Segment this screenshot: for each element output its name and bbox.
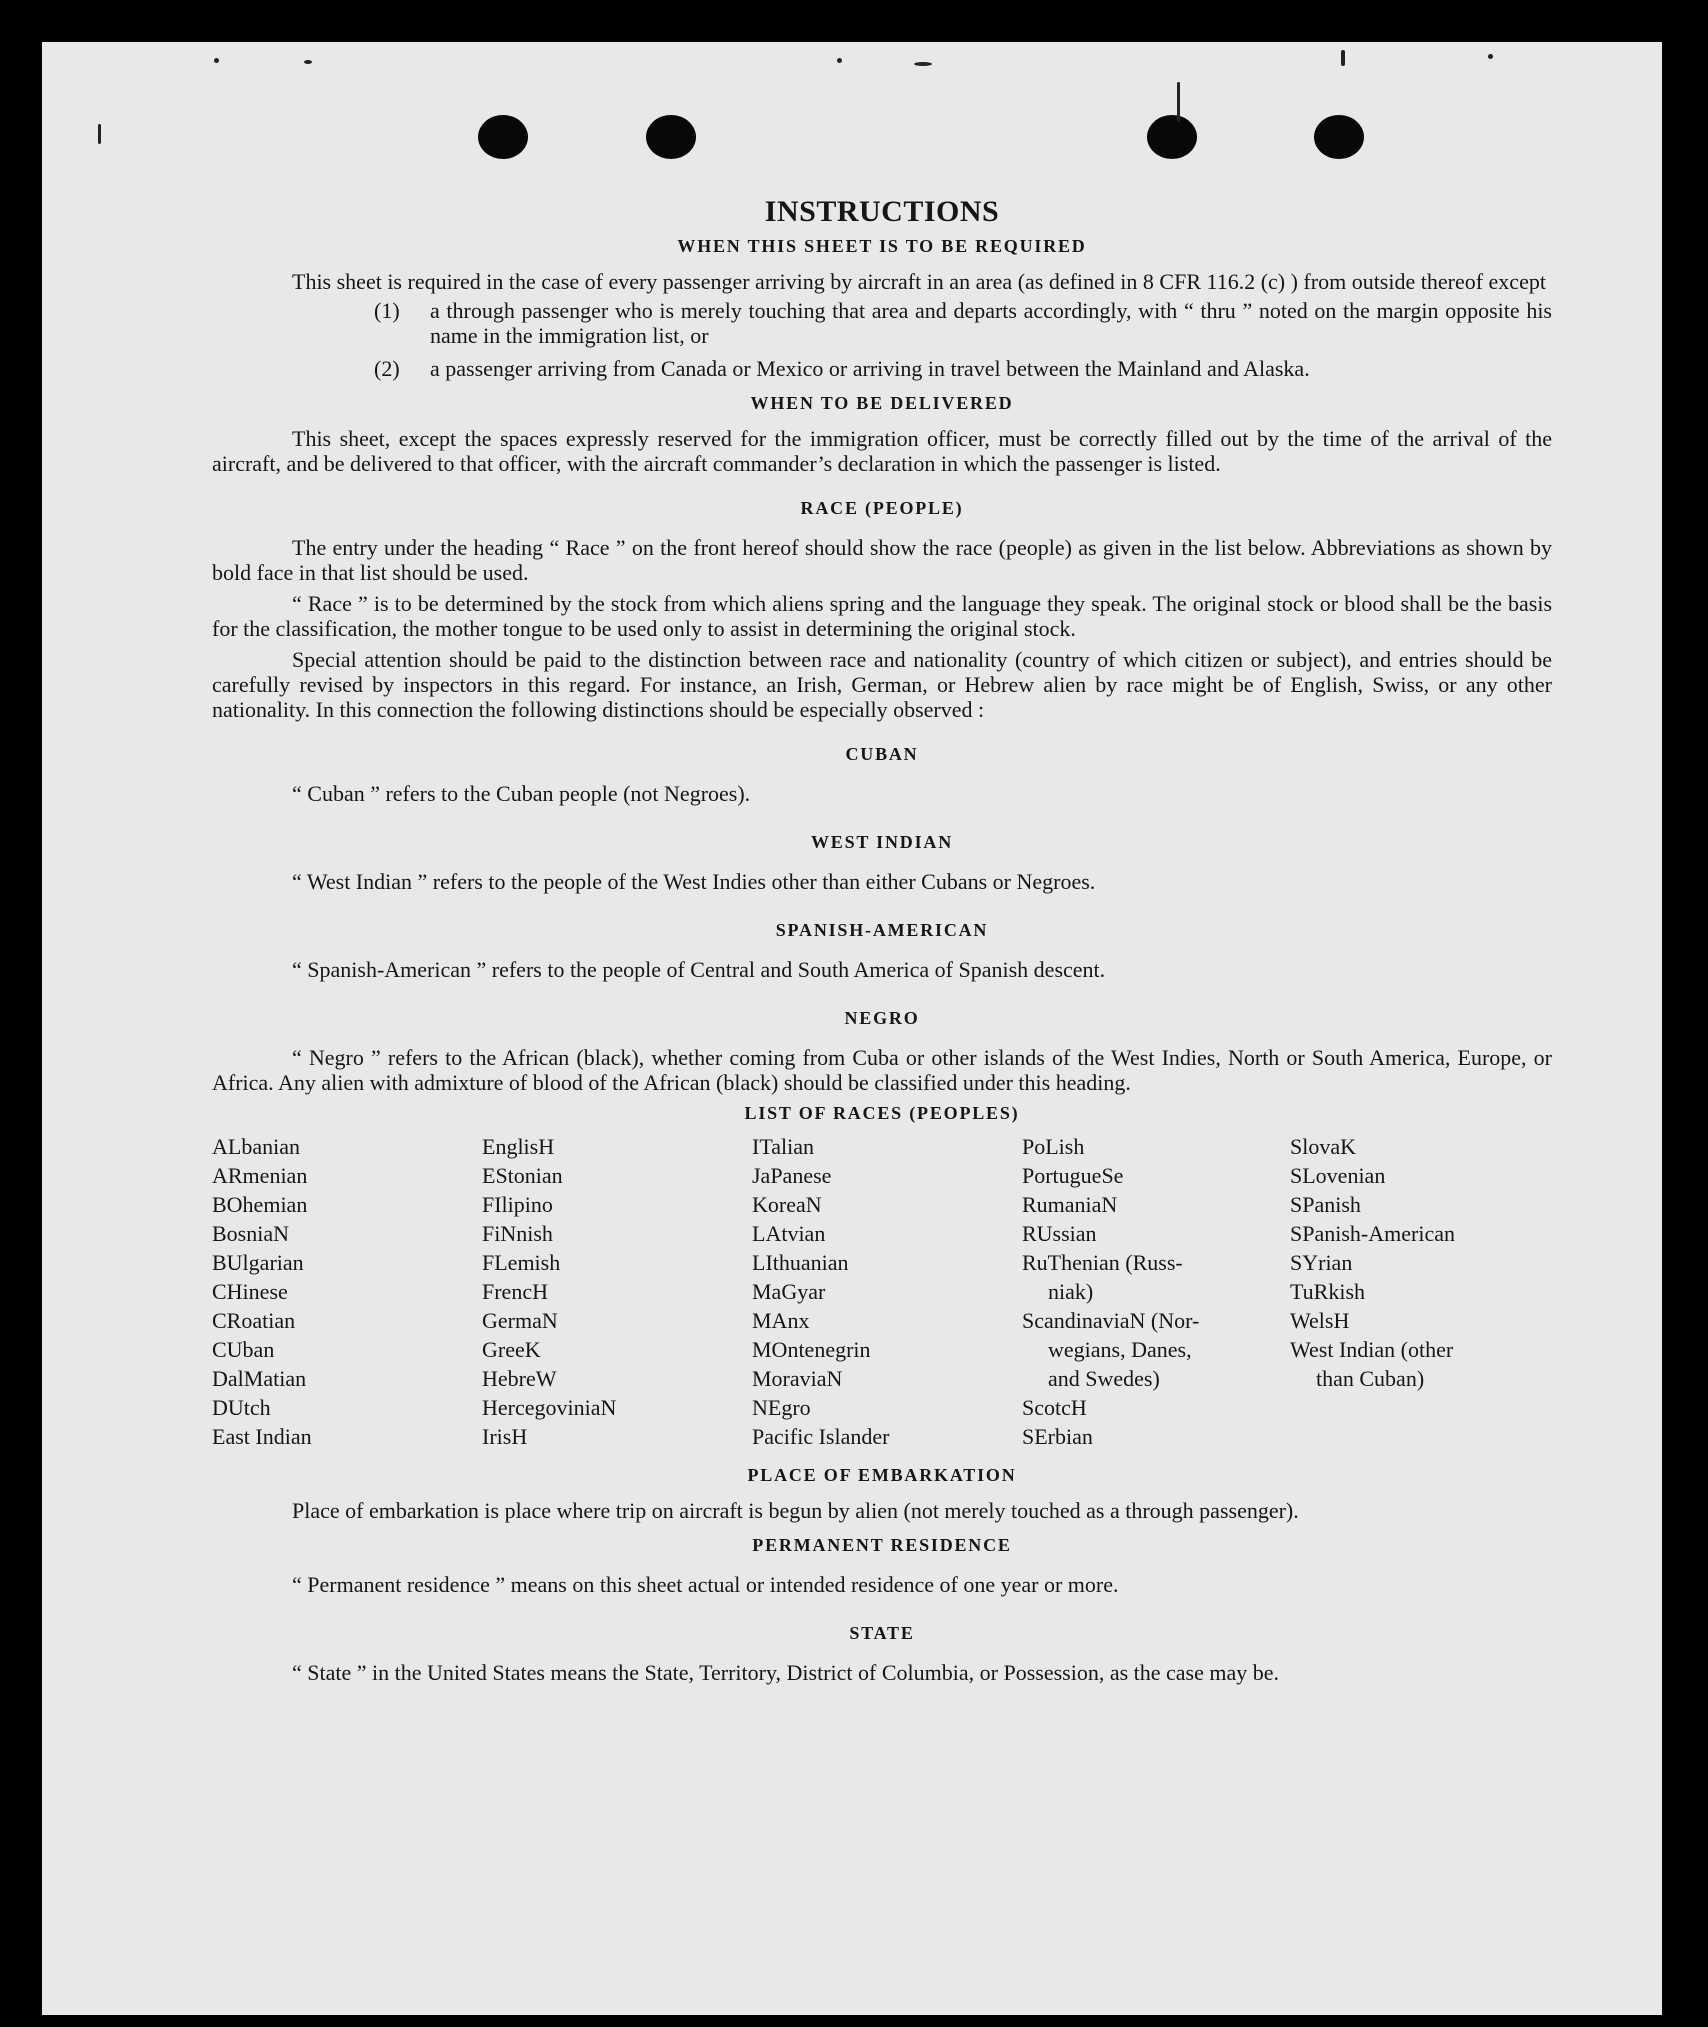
race-entry: JaPanese [752, 1163, 832, 1188]
race-entry: PortugueSe [1022, 1163, 1124, 1188]
paragraph-residence: “ Permanent residence ” means on this sheet actual or intended residence of one year or more. [292, 1572, 1119, 1597]
race-entry: CRoatian [212, 1308, 296, 1333]
list-item-number: (2) [374, 356, 400, 381]
race-entry: WelsH [1290, 1308, 1350, 1333]
paragraph-embarkation: Place of embarkation is place where trip on aircraft is begun by alien (not merely touched as a through passenger). [292, 1498, 1299, 1523]
document-page [42, 42, 1662, 2015]
paragraph-race-1: The entry under the heading “ Race ” on the front hereof should show the race (people) as given in the list below. Abbreviations as shown by bold face in that list should be used. [212, 535, 1552, 585]
section-heading-state: STATE [849, 1623, 915, 1643]
punch-hole [1314, 115, 1364, 159]
race-entry: KoreaN [752, 1192, 822, 1217]
race-entry: East Indian [212, 1424, 312, 1449]
race-entry: LIthuanian [752, 1250, 849, 1275]
section-heading-negro: NEGRO [844, 1008, 920, 1028]
race-entry: CHinese [212, 1279, 288, 1304]
race-entry: ScandinaviaN (Nor- [1022, 1308, 1200, 1333]
paragraph-state: “ State ” in the United States means the State, Territory, District of Columbia, or Possession, as the case may be. [292, 1660, 1280, 1685]
race-entry: DUtch [212, 1395, 271, 1420]
paragraph-spanish-american: “ Spanish-American ” refers to the people of Central and South America of Spanish descent. [292, 957, 1106, 982]
race-entry: MoraviaN [752, 1366, 843, 1391]
race-entry: SPanish-American [1290, 1221, 1455, 1246]
section-heading-race: RACE (PEOPLE) [800, 498, 964, 518]
race-entry: SYrian [1290, 1250, 1353, 1275]
race-entry: DalMatian [212, 1366, 307, 1391]
race-column [482, 1134, 752, 1453]
section-heading-required: WHEN THIS SHEET IS TO BE REQUIRED [677, 236, 1087, 256]
list-item-number: (1) [374, 298, 400, 323]
paragraph-race-2: “ Race ” is to be determined by the stock from which aliens spring and the language they speak. The original stock or blood shall be the basis for the classification, the mother tongue to be used only to assist in determining the original stock. [212, 591, 1552, 641]
race-entry: SlovaK [1290, 1134, 1356, 1159]
race-column [1290, 1134, 1552, 1453]
paragraph-delivered: This sheet, except the spaces expressly reserved for the immigration officer, must be correctly filled out by the time of the arrival of the aircraft, and be delivered to that officer, with the aircraft commander’s declaration in which the passenger is listed. [212, 426, 1552, 476]
race-entry: GermaN [482, 1308, 558, 1333]
race-entry: SLovenian [1290, 1163, 1386, 1188]
race-entry: BosniaN [212, 1221, 289, 1246]
speck [837, 58, 842, 63]
speck [1341, 50, 1345, 66]
race-entry: ScotcH [1022, 1395, 1087, 1420]
race-entry: RUssian [1022, 1221, 1097, 1246]
race-entry: MaGyar [752, 1279, 826, 1304]
race-entry: LAtvian [752, 1221, 826, 1246]
paragraph-west-indian: “ West Indian ” refers to the people of the West Indies other than either Cubans or Negroes. [292, 869, 1096, 894]
race-entry: PoLish [1022, 1134, 1085, 1159]
race-entry: MAnx [752, 1308, 810, 1333]
list-item [212, 298, 1552, 348]
page-title: INSTRUCTIONS [764, 195, 1000, 228]
paragraph-negro: “ Negro ” refers to the African (black), whether coming from Cuba or other islands of the West Indies, North or South America, Europe, or Africa. Any alien with admixture of blood of the African (black) should be classified under this heading. [212, 1045, 1552, 1095]
race-entry: FLemish [482, 1250, 561, 1275]
section-heading-list-of-races: LIST OF RACES (PEOPLES) [744, 1103, 1020, 1123]
race-entry: and Swedes) [1048, 1366, 1160, 1391]
race-entry: HebreW [482, 1366, 557, 1391]
race-entry: SErbian [1022, 1424, 1093, 1449]
race-entry: IrisH [482, 1424, 528, 1449]
race-entry: West Indian (other [1290, 1337, 1454, 1362]
race-entry: RumaniaN [1022, 1192, 1118, 1217]
race-entry: HercegoviniaN [482, 1395, 617, 1420]
race-column [212, 1134, 482, 1453]
punch-hole [478, 115, 528, 159]
list-item-text: a passenger arriving from Canada or Mexico or arriving in travel between the Mainland and Alaska. [430, 356, 1310, 381]
race-entry: ARmenian [212, 1163, 308, 1188]
race-entry: BOhemian [212, 1192, 308, 1217]
race-column [752, 1134, 1022, 1453]
race-entry: ALbanian [212, 1134, 300, 1159]
race-entry: NEgro [752, 1395, 811, 1420]
section-heading-west-indian: WEST INDIAN [810, 832, 953, 852]
race-entry: SPanish [1290, 1192, 1361, 1217]
speck [98, 124, 101, 144]
paragraph-required-intro: This sheet is required in the case of every passenger arriving by aircraft in an area (as defined in 8 CFR 116.2 (c) ) from outside thereof except [292, 269, 1546, 294]
punch-hole [1147, 115, 1197, 159]
race-list [212, 1134, 1552, 1453]
race-entry: CUban [212, 1337, 275, 1362]
section-heading-embarkation: PLACE OF EMBARKATION [747, 1465, 1017, 1485]
race-column [1022, 1134, 1290, 1453]
race-entry: FiNnish [482, 1221, 553, 1246]
race-entry: niak) [1048, 1279, 1094, 1304]
race-entry: Pacific Islander [752, 1424, 890, 1449]
paragraph-cuban: “ Cuban ” refers to the Cuban people (not Negroes). [292, 781, 751, 806]
speck [914, 62, 932, 66]
section-heading-spanish-american: SPANISH-AMERICAN [775, 920, 989, 940]
paragraph-race-3: Special attention should be paid to the distinction between race and nationality (country of which citizen or subject), and entries should be carefully revised by inspectors in this regard. For instance, an Irish, German, or Hebrew alien by race might be of English, Swiss, or any other nationality. In this connection the following distinctions should be especially observed : [212, 647, 1552, 722]
speck [214, 58, 219, 63]
speck [1177, 82, 1180, 122]
race-entry: FIlipino [482, 1192, 553, 1217]
race-entry: than Cuban) [1316, 1366, 1425, 1391]
race-entry: EnglisH [482, 1134, 555, 1159]
race-entry: FrencH [482, 1279, 548, 1304]
race-entry: MOntenegrin [752, 1337, 871, 1362]
speck [304, 60, 312, 64]
speck [1488, 54, 1493, 59]
race-entry: TuRkish [1290, 1279, 1366, 1304]
race-entry: ITalian [752, 1134, 814, 1159]
section-heading-cuban: CUBAN [845, 744, 919, 764]
race-entry: BUlgarian [212, 1250, 304, 1275]
race-entry: EStonian [482, 1163, 563, 1188]
punch-hole [646, 115, 696, 159]
race-entry: RuThenian (Russ- [1022, 1250, 1183, 1275]
section-heading-residence: PERMANENT RESIDENCE [752, 1535, 1012, 1555]
race-entry: GreeK [482, 1337, 541, 1362]
section-heading-delivered: WHEN TO BE DELIVERED [750, 393, 1014, 413]
list-item-text: a through passenger who is merely touching that area and departs accordingly, with “ thru ” noted on the margin opposite his name in the immigration list, or [430, 298, 1552, 348]
race-entry: wegians, Danes, [1048, 1337, 1192, 1362]
instructions-body [212, 194, 1552, 1685]
list-item [212, 356, 1552, 381]
